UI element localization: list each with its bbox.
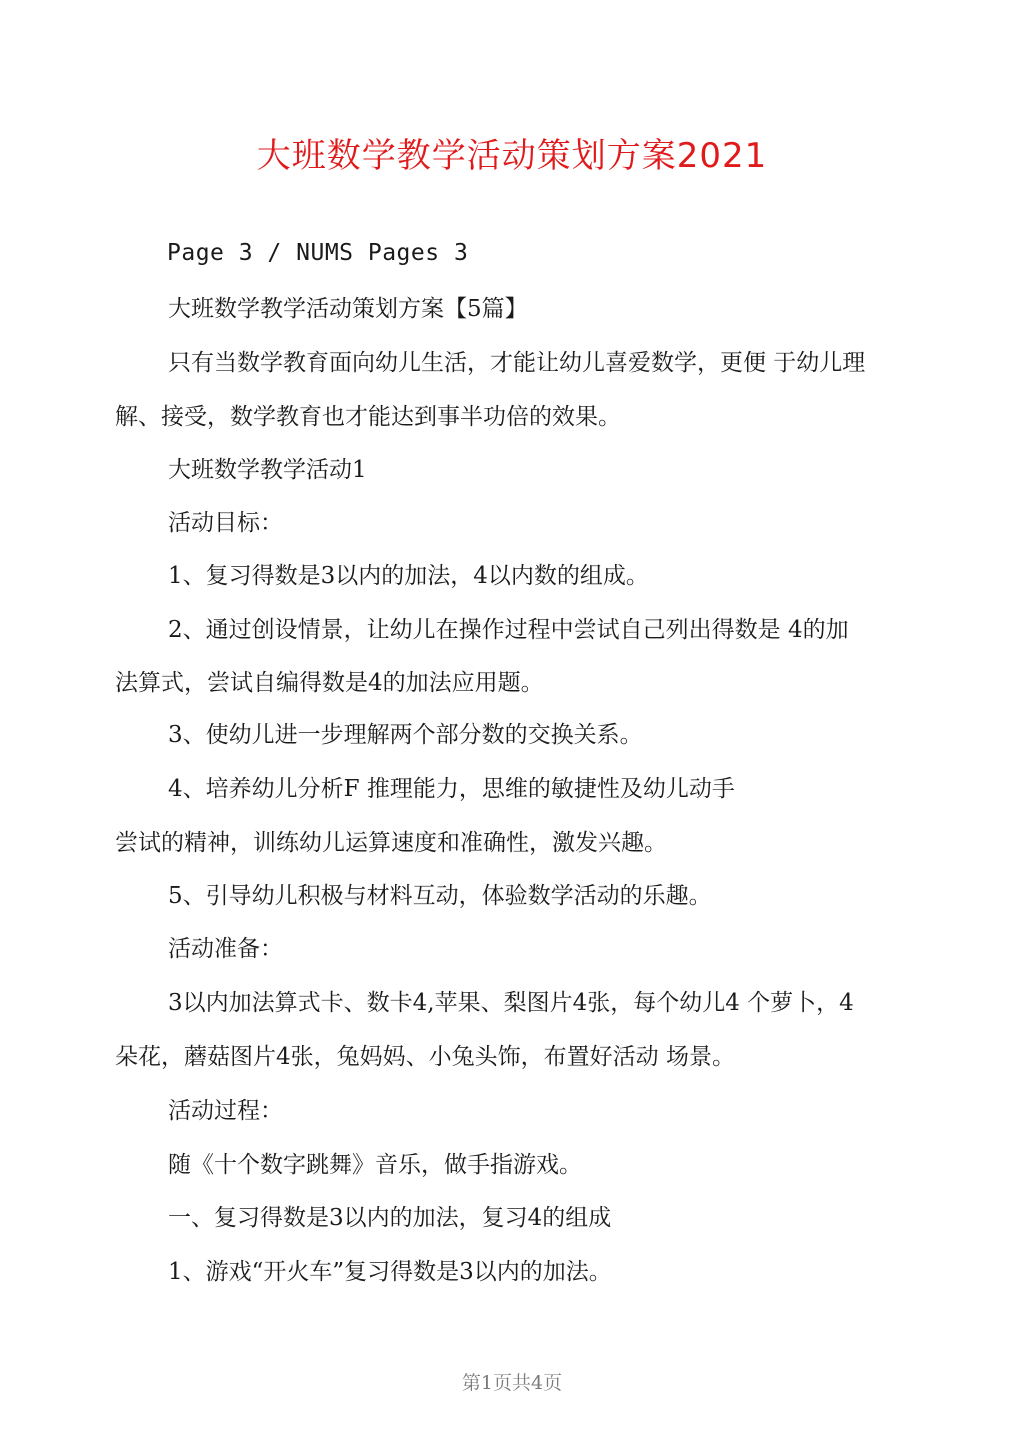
paragraph-line: 3以内加法算式卡、数卡4,苹果、梨图片4张，每个幼儿4 个萝卜，4: [168, 990, 854, 1016]
list-item: 4、培养幼儿分析F 推理能力，思维的敏捷性及幼儿动手: [168, 776, 735, 802]
paragraph-line: 随《十个数字跳舞》音乐，做手指游戏。: [168, 1152, 582, 1178]
list-item: 2、通过创设情景，让幼儿在操作过程中尝试自己列出得数是 4的加: [168, 617, 849, 643]
list-item: 3、使幼儿进一步理解两个部分数的交换关系。: [168, 722, 643, 748]
paragraph-line: 朵花，蘑菇图片4张，兔妈妈、小兔头饰，布置好活动 场景。: [115, 1044, 735, 1070]
paragraph-line: 只有当数学教育面向幼儿生活，才能让幼儿喜爱数学，更便 于幼儿理: [168, 350, 866, 376]
document-title: 大班数学教学活动策划方案2021: [256, 136, 768, 176]
list-item: 1、游戏“开火车”复习得数是3以内的加法。: [168, 1259, 612, 1285]
section-heading: 活动过程：: [168, 1098, 283, 1124]
list-item: 5、引导幼儿积极与材料互动，体验数学活动的乐趣。: [168, 883, 712, 909]
list-item-continuation: 尝试的精神，训练幼儿运算速度和准确性，激发兴趣。: [115, 830, 667, 856]
subsection-heading: 一、复习得数是3以内的加法，复习4的组成: [168, 1205, 612, 1231]
section-heading: 大班数学教学活动1: [168, 457, 367, 483]
list-item: 1、复习得数是3以内的加法，4以内数的组成。: [168, 563, 649, 589]
page-indicator: Page 3 / NUMS Pages 3: [167, 240, 469, 266]
section-heading: 活动准备：: [168, 936, 283, 962]
page-footer: 第1页共4页: [461, 1372, 563, 1394]
paragraph-line: 解、接受，数学教育也才能达到事半功倍的效果。: [115, 404, 621, 430]
section-heading: 活动目标：: [168, 510, 283, 536]
document-subtitle: 大班数学教学活动策划方案【5篇】: [168, 296, 528, 322]
list-item-continuation: 法算式，尝试自编得数是4的加法应用题。: [115, 670, 544, 696]
